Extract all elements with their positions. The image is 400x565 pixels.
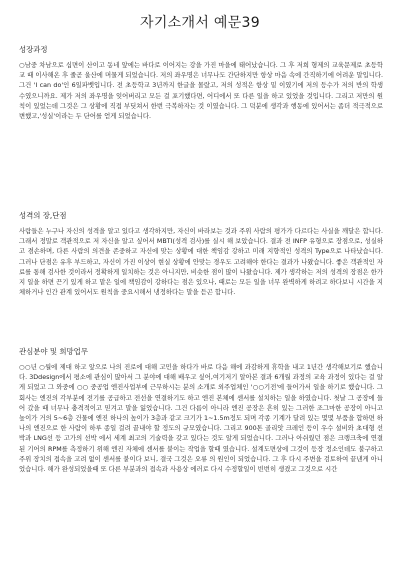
section-interests [19, 347, 383, 475]
section-personality [19, 211, 383, 298]
section-heading: 관심분야 및 희망업무 [19, 347, 88, 356]
section-body: ○○년 ○월에 제대 하고 앞으로 나의 진로에 대해 고민을 하다가 바로 다음 해에 과감하게 휴학을 내고 1년간 생각해보기로 했습니다. 3Ddesign에서 평소에 관심이 많아서 그 분야에 대해 배우고 싶어,여기저기 알아본 결과 6개월 과정의 교육 과정이 있다는 걸 알게 되었고 그 와중에 ○○ 중공업 엔진사업부에 근무하시는 분의 소개로 외주업체인 '○○기전'에 들어가서 일을 하기로 했습니다. 그 회사는 엔진의 각부분에 전기를 공급하고 전선을 연결하기도 하고 엔진 본체에 센서를 설치하는 일을 하였습니다. 첫날 그 공장에 들어 갔을 때 너무나 충격적이고 믿겨고 말을 잃었습니다. 그건 다름이 아니라 엔진 공장은 흔히 있는 그러한 조그마한 공장이 아니고 높이가 거의 5~6층 건물에 엔진 하나의 높이가 3층과 같고 크기가 1~1.5m정도 되며 각종 기계가 달려 있는 몇몇 부품을 합하면 하나의 엔진으로 한 사람이 하루 종일 걸려 끝내야 할 정도의 규모였습니다. 그리고 900톤 골리앗 크레인 등이 우수 설비와 초대형 선박과 LNG선 등 고가의 선박 에서 세계 최고의 기술력을 갖고 있다는 것도 알게 되었습니다. 그러나 아쉬웠던 점은 크랭크축에 연결된 기어의 RPM를 측정하기 위해 엔진 자체에 센서를 붙이는 작업을 할때 였습니다. 설계도면상에 그것이 등장 정소인데도 불구하고 주위 장치의 접속을 고려 없이 센서를 붙이다 보니, 결국 그것은 오류 의 원인이 되었습니다. 그 후 다시 주변을 검토하여 끝낸게 아니었습니다. 해가 완성되었을때 또 다른 부분과의 접속과 사용상 에러로 다시 수정할일이 빈번히 생겼고 그것으로 시간 [19, 364, 383, 474]
section-body: ○남중 차남으로 십면이 산이고 동네 앞에는 바다로 이어지는 강을 가진 마을에 태어났습니다. 그 후 저희 형제의 교육문제로 초등학교 때 이사해온 후 줄곧 울산에 머물게 되었습니다. 저의 좌우명은 너무나도 간단하지만 항상 마음 속에 간직하기에 어려운 말입니다. 그건 'I can do'인 6일파벳입니다. 전 초등학교 3년까지 한글을 몰랐고, 저의 성적은 항상 밑 이였기에 저의 등수가 저의 반의 학생 수였으니까요. 제가 저의 좌우명을 잊어버리고 모든 걸 포기했다면, 어디에서 또 다른 일을 하고 있었을 것입니다. 그리고 저만의 원칙이 있었는데 그것은 그 상황에 직접 부딪쳐서 한번 극복하자는 것 이였습니다. 그 덕분에 생각과 행동에 있어서는 좀더 적극적으로 변했고,'성실'이라는 두 단어를 얻게 되었습니다. [19, 62, 383, 121]
document-title: 자기소개서 예문39 [140, 15, 260, 31]
section-growth [19, 45, 383, 122]
section-heading: 성격의 장,단점 [19, 211, 67, 220]
section-body: 사람들은 누구나 자신의 성격을 알고 있다고 생각하지만, 자신이 바라보는 것과 주위 사람의 평가가 다르다는 사실을 깨달은 합니다. 그래서 정말로 객관적으로 저 자신을 알고 싶어서 MBTI(성격 검사)를 실시 해 보았습니다. 결과 전 INFP 유형으로 장점으로, 성실하고 겸손하며, 다른 사람의 의견을 존중하고 자신에 맞는 상황에 대한 책임감 강하고 미래 지향적인 성격의 Type으로 나타났습니다. 그러나 단점은 유후 부드하고, 자신이 가진 이상이 현실 상황에 안맞는 경우도 고려해야 한다는 결과가 나왔습니다. 좋은 객관적인 자료를 통해 검사한 것이라서 정확하게 일치하는 것은 아니지만, 비슷한 점이 많이 나왔습니다. 제가 생각하는 저의 성격의 장점은 한가지 일을 하면 끈기 있게 하고 맡은 일에 책임감이 강하다는 점은 있으나, 때로는 모든 일을 너무 완벽하게 하려고 하다보니 시간을 지체하거나 인간 관계 있어서도 원칙을 중요시해서 냉정하다는 말을 듣곤 합니다. [19, 228, 383, 297]
section-heading: 성장과정 [19, 45, 48, 54]
